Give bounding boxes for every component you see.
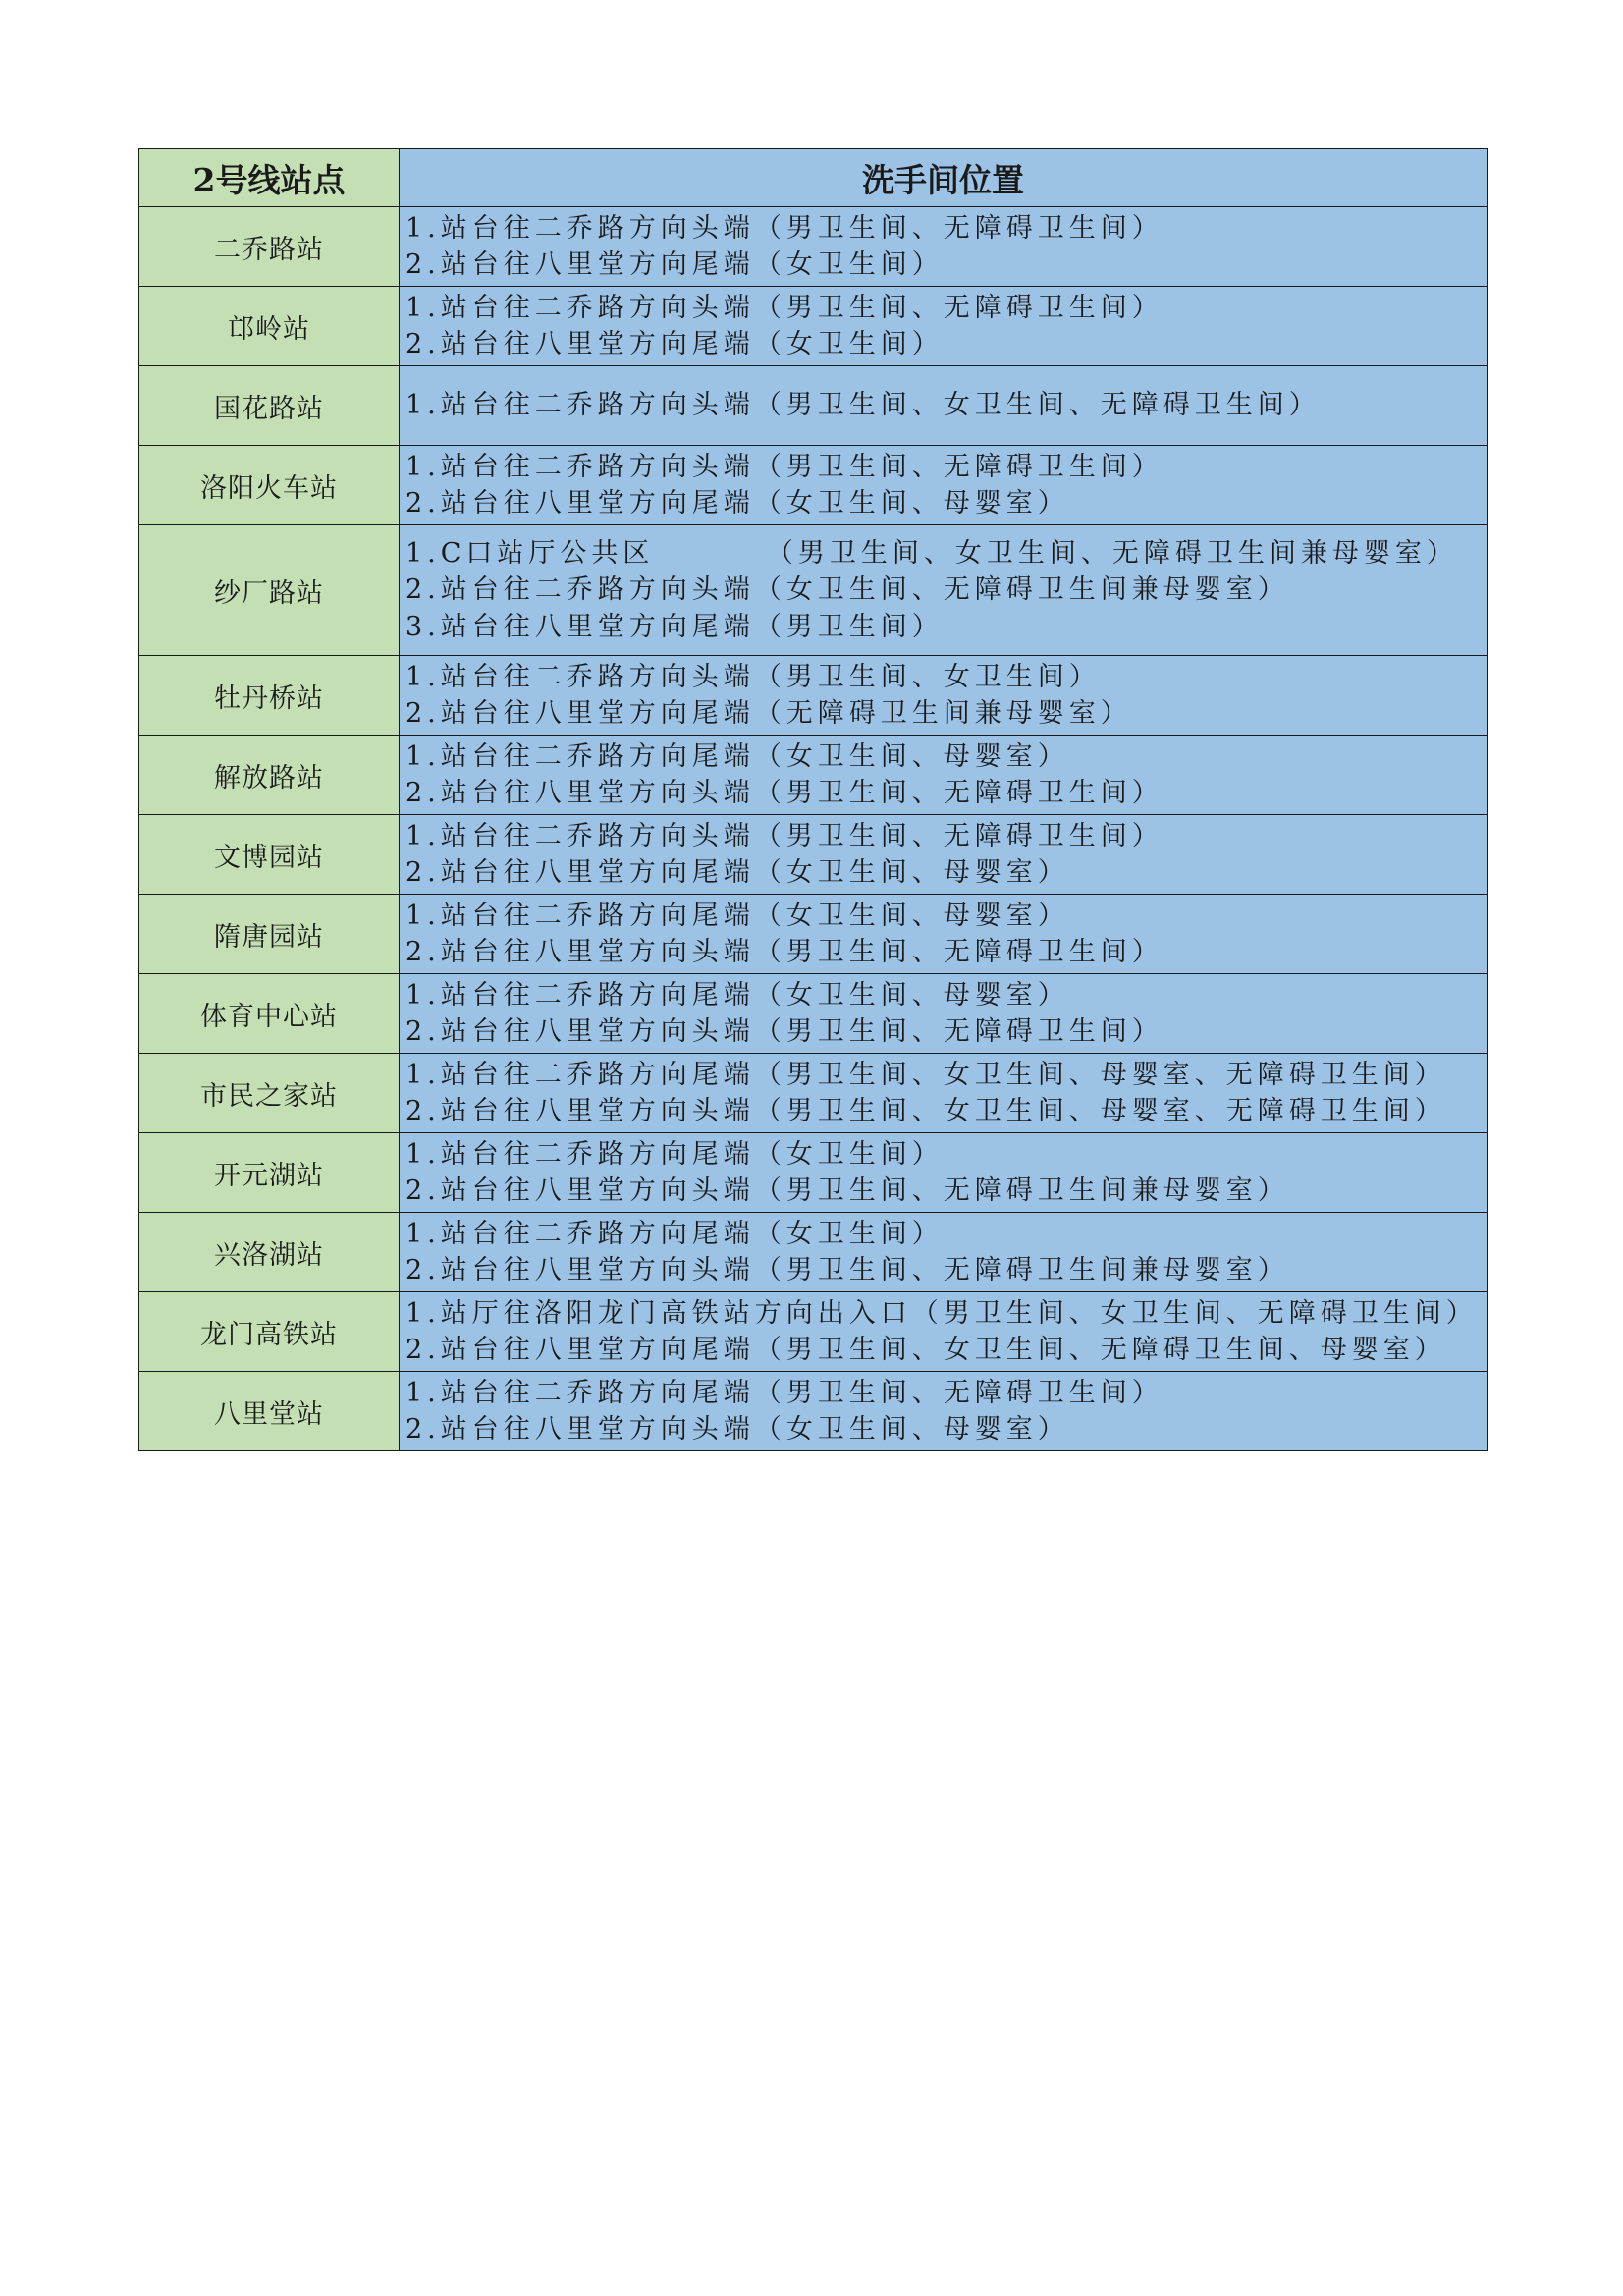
location-line: 2.站台往八里堂方向尾端（无障碍卫生间兼母婴室） (406, 698, 1132, 729)
location-line: 1.站台往二乔路方向尾端（女卫生间、母婴室） (406, 740, 1069, 772)
location-line: 2.站台往八里堂方向头端（男卫生间、无障碍卫生间） (406, 937, 1163, 967)
station-name: 纱厂路站 (139, 525, 400, 656)
table-row (139, 1292, 1488, 1372)
location-line: 2.站台往八里堂方向尾端（女卫生间、母婴室） (406, 488, 1069, 519)
table-body (139, 207, 1488, 1451)
restroom-locations (400, 1213, 1488, 1292)
table-row (139, 1213, 1488, 1292)
restroom-locations (400, 736, 1488, 815)
restroom-locations (400, 366, 1488, 446)
table-row (139, 1372, 1488, 1451)
restroom-locations (400, 525, 1488, 656)
table-row (139, 366, 1488, 446)
location-column-header: 洗手间位置 (400, 149, 1488, 207)
table-row (139, 974, 1488, 1054)
station-name: 龙门高铁站 (139, 1292, 400, 1372)
table-row (139, 525, 1488, 656)
station-name: 兴洛湖站 (139, 1213, 400, 1292)
restroom-locations (400, 1133, 1488, 1213)
restroom-locations (400, 1292, 1488, 1372)
table-row (139, 1133, 1488, 1213)
table-row (139, 656, 1488, 736)
station-column-header: 2号线站点 (139, 149, 400, 207)
location-line: 1.站台往二乔路方向尾端（女卫生间） (406, 1138, 944, 1170)
restroom-locations (400, 1372, 1488, 1451)
restroom-locations (400, 287, 1488, 366)
location-line: 1.站台往二乔路方向头端（男卫生间、女卫生间） (406, 661, 1101, 692)
restroom-locations (400, 656, 1488, 736)
table-row (139, 446, 1488, 525)
location-line: 2.站台往八里堂方向头端（男卫生间、无障碍卫生间） (406, 778, 1163, 808)
location-line: 1.站台往二乔路方向头端（男卫生间、女卫生间、无障碍卫生间） (406, 390, 1321, 421)
station-name: 市民之家站 (139, 1054, 400, 1133)
station-name: 文博园站 (139, 815, 400, 895)
station-name: 开元湖站 (139, 1133, 400, 1213)
station-name: 国花路站 (139, 366, 400, 446)
location-line: 1.站台往二乔路方向尾端（男卫生间、无障碍卫生间） (406, 1377, 1163, 1408)
location-line: 1.站台往二乔路方向头端（男卫生间、无障碍卫生间） (406, 820, 1163, 851)
station-name: 二乔路站 (139, 207, 400, 287)
location-line: 3.站台往八里堂方向尾端（男卫生间） (406, 611, 944, 642)
restroom-table (138, 148, 1488, 1451)
station-name: 八里堂站 (139, 1372, 400, 1451)
header-row (139, 149, 1488, 207)
location-line: 1.C口站厅公共区 （男卫生间、女卫生间、无障碍卫生间兼母婴室） (406, 537, 1458, 569)
table-row (139, 1054, 1488, 1133)
table-row (139, 736, 1488, 815)
location-line: 1.站厅往洛阳龙门高铁站方向出入口（男卫生间、女卫生间、无障碍卫生间） (406, 1297, 1478, 1329)
table-row (139, 207, 1488, 287)
location-line: 1.站台往二乔路方向尾端（男卫生间、女卫生间、母婴室、无障碍卫生间） (406, 1059, 1446, 1090)
table-row (139, 895, 1488, 974)
location-line: 2.站台往八里堂方向尾端（男卫生间、女卫生间、无障碍卫生间、母婴室） (406, 1335, 1446, 1365)
table-row (139, 287, 1488, 366)
restroom-locations (400, 207, 1488, 287)
location-line: 1.站台往二乔路方向尾端（女卫生间、母婴室） (406, 979, 1069, 1011)
station-name: 洛阳火车站 (139, 446, 400, 525)
location-line: 2.站台往二乔路方向头端（女卫生间、无障碍卫生间兼母婴室） (406, 574, 1289, 606)
location-line: 1.站台往二乔路方向头端（男卫生间、无障碍卫生间） (406, 212, 1163, 244)
location-line: 1.站台往二乔路方向尾端（女卫生间、母婴室） (406, 900, 1069, 931)
restroom-locations (400, 895, 1488, 974)
location-line: 2.站台往八里堂方向尾端（女卫生间） (406, 329, 944, 359)
restroom-locations (400, 815, 1488, 895)
restroom-locations (400, 446, 1488, 525)
location-line: 1.站台往二乔路方向头端（男卫生间、无障碍卫生间） (406, 292, 1163, 323)
location-line: 1.站台往二乔路方向尾端（女卫生间） (406, 1218, 944, 1249)
station-name: 解放路站 (139, 736, 400, 815)
station-name: 牡丹桥站 (139, 656, 400, 736)
station-name: 隋唐园站 (139, 895, 400, 974)
location-line: 2.站台往八里堂方向头端（男卫生间、无障碍卫生间兼母婴室） (406, 1175, 1289, 1206)
station-name: 邙岭站 (139, 287, 400, 366)
restroom-location-sheet (138, 148, 1487, 1451)
restroom-locations (400, 1054, 1488, 1133)
location-line: 2.站台往八里堂方向头端（男卫生间、无障碍卫生间兼母婴室） (406, 1255, 1289, 1285)
location-line: 2.站台往八里堂方向头端（女卫生间、母婴室） (406, 1414, 1069, 1445)
station-name: 体育中心站 (139, 974, 400, 1054)
location-line: 2.站台往八里堂方向头端（男卫生间、无障碍卫生间） (406, 1016, 1163, 1047)
location-line: 2.站台往八里堂方向头端（男卫生间、女卫生间、母婴室、无障碍卫生间） (406, 1096, 1446, 1126)
table-row (139, 815, 1488, 895)
location-line: 1.站台往二乔路方向头端（男卫生间、无障碍卫生间） (406, 451, 1163, 482)
location-line: 2.站台往八里堂方向尾端（女卫生间、母婴室） (406, 857, 1069, 888)
restroom-locations (400, 974, 1488, 1054)
location-line: 2.站台往八里堂方向尾端（女卫生间） (406, 249, 944, 280)
